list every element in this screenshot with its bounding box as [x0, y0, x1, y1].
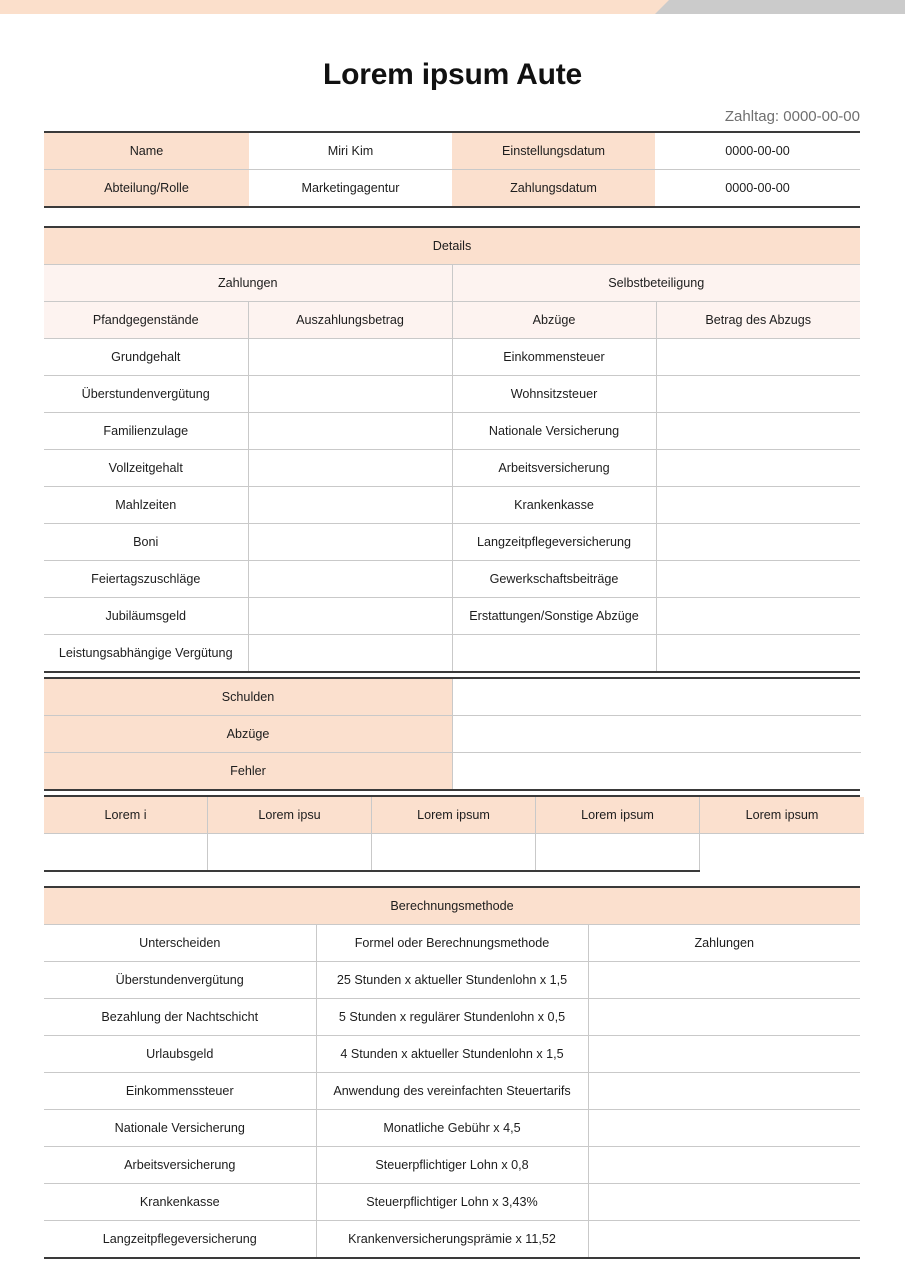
table-row — [44, 450, 860, 487]
deduction-item: Gewerkschaftsbeiträge — [452, 561, 656, 598]
employee-name-label: Name — [44, 132, 249, 170]
table-row — [44, 170, 860, 208]
department-label: Abteilung/Rolle — [44, 170, 249, 208]
calculation-table — [44, 886, 860, 1259]
lorem-table-wrap — [44, 797, 860, 872]
lorem-value-2[interactable] — [208, 834, 372, 872]
payment-amount[interactable] — [248, 413, 452, 450]
payment-date-value: 0000-00-00 — [655, 170, 860, 208]
calc-formula: 5 Stunden x regulärer Stundenlohn x 0,5 — [316, 999, 588, 1036]
payment-amount[interactable] — [248, 487, 452, 524]
calc-payment[interactable] — [588, 1036, 860, 1073]
calc-formula: Anwendung des vereinfachten Steuertarifs — [316, 1073, 588, 1110]
payment-item: Boni — [44, 524, 248, 561]
deduction-amount[interactable] — [656, 561, 860, 598]
calc-item: Arbeitsversicherung — [44, 1147, 316, 1184]
summary-value-schulden[interactable] — [453, 679, 862, 716]
table-row — [44, 716, 861, 753]
deduction-item: Einkommensteuer — [452, 339, 656, 376]
payment-item: Überstundenvergütung — [44, 376, 248, 413]
spacer — [0, 872, 905, 886]
payment-item: Feiertagszuschläge — [44, 561, 248, 598]
table-row — [44, 1073, 860, 1110]
col-header-unterscheiden: Unterscheiden — [44, 925, 316, 962]
deduction-item — [452, 635, 656, 672]
calc-item: Urlaubsgeld — [44, 1036, 316, 1073]
lorem-header-2: Lorem ipsu — [208, 797, 372, 834]
calculation-banner: Berechnungsmethode — [44, 887, 860, 925]
calc-formula: Steuerpflichtiger Lohn x 3,43% — [316, 1184, 588, 1221]
deduction-amount[interactable] — [656, 598, 860, 635]
table-row — [44, 524, 860, 561]
table-row — [44, 834, 864, 872]
lorem-header-4: Lorem ipsum — [536, 797, 700, 834]
lorem-header-1: Lorem i — [44, 797, 208, 834]
section-separator — [44, 671, 860, 679]
summary-value-fehler[interactable] — [453, 753, 862, 790]
details-banner: Details — [44, 227, 860, 265]
details-group-payments: Zahlungen — [44, 265, 452, 302]
payment-item: Leistungsabhängige Vergütung — [44, 635, 248, 672]
deduction-amount[interactable] — [656, 413, 860, 450]
calc-payment[interactable] — [588, 1147, 860, 1184]
department-value: Marketingagentur — [249, 170, 452, 208]
summary-value-abzuege[interactable] — [453, 716, 862, 753]
col-header-betrag-des-abzugs: Betrag des Abzugs — [656, 302, 860, 339]
lorem-value-3[interactable] — [372, 834, 536, 872]
lorem-header-row — [44, 797, 864, 834]
deduction-item: Langzeitpflegeversicherung — [452, 524, 656, 561]
table-row — [44, 962, 860, 999]
calc-item: Bezahlung der Nachtschicht — [44, 999, 316, 1036]
summary-table-wrap — [44, 679, 860, 789]
col-header-auszahlungsbetrag: Auszahlungsbetrag — [248, 302, 452, 339]
calc-formula: 25 Stunden x aktueller Stundenlohn x 1,5 — [316, 962, 588, 999]
deduction-amount[interactable] — [656, 376, 860, 413]
details-table — [44, 226, 860, 671]
table-row — [44, 679, 861, 716]
payment-item: Grundgehalt — [44, 339, 248, 376]
payment-item: Mahlzeiten — [44, 487, 248, 524]
table-row — [44, 413, 860, 450]
details-group-deductions: Selbstbeteiligung — [452, 265, 860, 302]
calc-payment[interactable] — [588, 1073, 860, 1110]
calc-formula: Monatliche Gebühr x 4,5 — [316, 1110, 588, 1147]
lorem-header-3: Lorem ipsum — [372, 797, 536, 834]
payment-item: Vollzeitgehalt — [44, 450, 248, 487]
deduction-amount[interactable] — [656, 487, 860, 524]
lorem-table — [44, 797, 864, 872]
col-header-pfandgegenstaende: Pfandgegenstände — [44, 302, 248, 339]
table-row — [44, 561, 860, 598]
calc-payment[interactable] — [588, 962, 860, 999]
calc-payment[interactable] — [588, 1184, 860, 1221]
deduction-item: Nationale Versicherung — [452, 413, 656, 450]
payment-amount[interactable] — [248, 635, 452, 672]
table-row — [44, 598, 860, 635]
summary-label-fehler: Fehler — [44, 753, 453, 790]
table-row — [44, 1110, 860, 1147]
payment-amount[interactable] — [248, 598, 452, 635]
table-row — [44, 339, 860, 376]
employee-info-table-wrap — [44, 131, 860, 208]
payment-amount[interactable] — [248, 450, 452, 487]
calc-item: Überstundenvergütung — [44, 962, 316, 999]
table-row — [44, 487, 860, 524]
hire-date-value: 0000-00-00 — [655, 132, 860, 170]
hire-date-label: Einstellungsdatum — [452, 132, 655, 170]
table-row — [44, 999, 860, 1036]
table-row — [44, 132, 860, 170]
payment-item: Jubiläumsgeld — [44, 598, 248, 635]
calc-item: Nationale Versicherung — [44, 1110, 316, 1147]
page-title: Lorem ipsum Aute — [322, 58, 583, 91]
calc-formula: 4 Stunden x aktueller Stundenlohn x 1,5 — [316, 1036, 588, 1073]
deduction-amount[interactable] — [656, 524, 860, 561]
lorem-header-5: Lorem ipsum — [700, 797, 865, 834]
summary-label-schulden: Schulden — [44, 679, 453, 716]
employee-info-table — [44, 131, 860, 208]
payment-amount[interactable] — [248, 524, 452, 561]
payment-amount[interactable] — [248, 376, 452, 413]
summary-label-abzuege: Abzüge — [44, 716, 453, 753]
payment-amount[interactable] — [248, 339, 452, 376]
col-header-zahlungen: Zahlungen — [588, 925, 860, 962]
deduction-amount[interactable] — [656, 450, 860, 487]
calculation-header-row — [44, 925, 860, 962]
paydate-label: Zahltag: 0000-00-00 — [724, 108, 860, 125]
table-row — [44, 1147, 860, 1184]
calc-payment[interactable] — [588, 999, 860, 1036]
deduction-item: Krankenkasse — [452, 487, 656, 524]
calc-item: Einkommenssteuer — [44, 1073, 316, 1110]
col-header-formel: Formel oder Berechnungsmethode — [316, 925, 588, 962]
payment-item: Familienzulage — [44, 413, 248, 450]
calculation-table-wrap — [44, 886, 860, 1259]
table-row — [44, 1221, 860, 1259]
details-table-wrap — [44, 226, 860, 671]
deduction-item: Arbeitsversicherung — [452, 450, 656, 487]
table-row — [44, 376, 860, 413]
deduction-amount[interactable] — [656, 339, 860, 376]
table-row — [44, 753, 861, 790]
col-header-abzuege: Abzüge — [452, 302, 656, 339]
calc-formula: Steuerpflichtiger Lohn x 0,8 — [316, 1147, 588, 1184]
table-row — [44, 1036, 860, 1073]
calc-formula: Krankenversicherungsprämie x 11,52 — [316, 1221, 588, 1259]
calc-payment[interactable] — [588, 1110, 860, 1147]
table-row — [44, 1184, 860, 1221]
calculation-banner-row — [44, 887, 860, 925]
lorem-value-4[interactable] — [536, 834, 700, 872]
calc-payment[interactable] — [588, 1221, 860, 1259]
payment-amount[interactable] — [248, 561, 452, 598]
deduction-item: Wohnsitzsteuer — [452, 376, 656, 413]
summary-table — [44, 679, 861, 789]
calc-item: Langzeitpflegeversicherung — [44, 1221, 316, 1259]
lorem-value-5[interactable] — [700, 834, 865, 872]
lorem-value-1[interactable] — [44, 834, 208, 872]
details-column-header-row — [44, 302, 860, 339]
calc-item: Krankenkasse — [44, 1184, 316, 1221]
employee-name-value: Miri Kim — [249, 132, 452, 170]
payment-date-label: Zahlungsdatum — [452, 170, 655, 208]
spacer — [0, 208, 905, 226]
deduction-item: Erstattungen/Sonstige Abzüge — [452, 598, 656, 635]
details-group-header-row — [44, 265, 860, 302]
deduction-amount[interactable] — [656, 635, 860, 672]
table-row — [44, 635, 860, 672]
section-separator — [44, 789, 860, 797]
details-banner-row — [44, 227, 860, 265]
